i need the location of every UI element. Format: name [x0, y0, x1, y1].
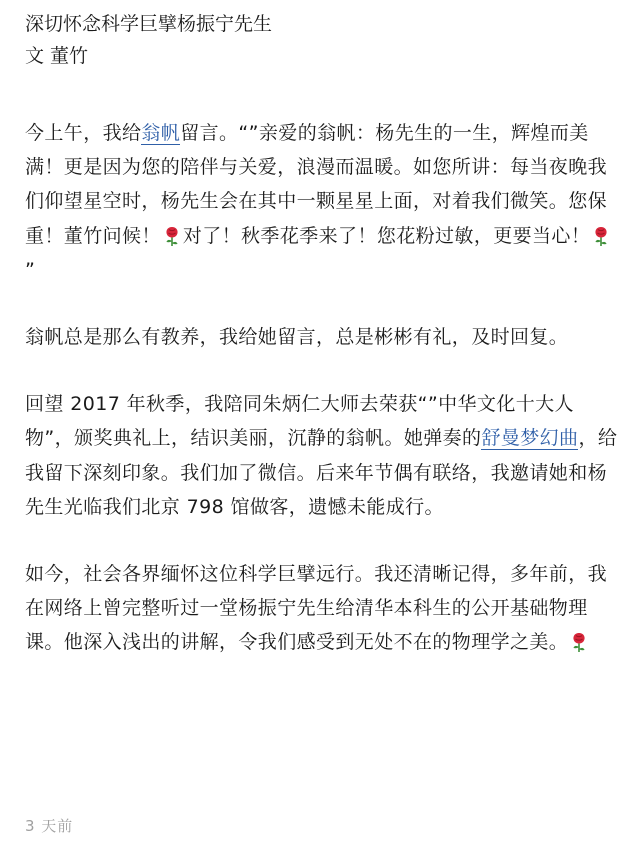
rose-icon — [569, 630, 589, 652]
post-body — [25, 8, 621, 660]
paragraph-1 — [25, 116, 621, 287]
post-title: 深切怀念科学巨擘杨振宁先生 — [25, 13, 273, 35]
rose-icon — [591, 224, 611, 246]
paragraph-4-text-a: 如今，社会各界缅怀这位科学巨擘远行。我还清晰记得，多年前，我在网络上曾完整听过一堂杨振宁先生给清华本科生的公开基础物理课。他深入浅出的讲解，令我们感受到无处不在的物理学之美。 — [25, 563, 608, 654]
paragraph-4 — [25, 557, 621, 660]
paragraph-1-text-a: 今上午，我给 — [25, 122, 142, 144]
link-weng-fan[interactable]: 翁帆 — [141, 122, 181, 144]
paragraph-3-text-a: 回望 2017 年秋季，我陪同朱炳仁大师去荣获“”中华文化十大人物”，颁奖典礼上，结识美丽，沉静的翁帆。她弹奏的 — [25, 393, 574, 450]
post-author: 文 董竹 — [25, 45, 89, 67]
paragraph-1-text-b: 留言。“”亲爱的翁帆：杨先生的一生，辉煌而美满！更是因为您的陪伴与关爱，浪漫而温暖。如您所讲：每当夜晚我们仰望星空时，杨先生会在其中一颗星星上面，对着我们微笑。您保重！董竹问候！ — [25, 122, 608, 247]
paragraph-3-text-b: ，给我留下深刻印象。我们加了微信。后来年节偶有联络，我邀请她和杨先生光临我们北京 798 馆做客，遗憾未能成行。 — [25, 427, 618, 518]
paragraph-1-text-d: ” — [25, 258, 36, 281]
link-schumann-traumerei[interactable]: 舒曼梦幻曲 — [481, 427, 579, 450]
paragraph-3 — [25, 387, 621, 524]
rose-icon — [162, 224, 182, 246]
paragraph-2: 翁帆总是那么有教养，我给她留言，总是彬彬有礼，及时回复。 — [25, 326, 569, 349]
paragraph-1-text-c: 对了！秋季花季来了！您花粉过敏，更要当心！ — [182, 224, 591, 247]
post-timestamp: 3 天前 — [25, 817, 74, 835]
